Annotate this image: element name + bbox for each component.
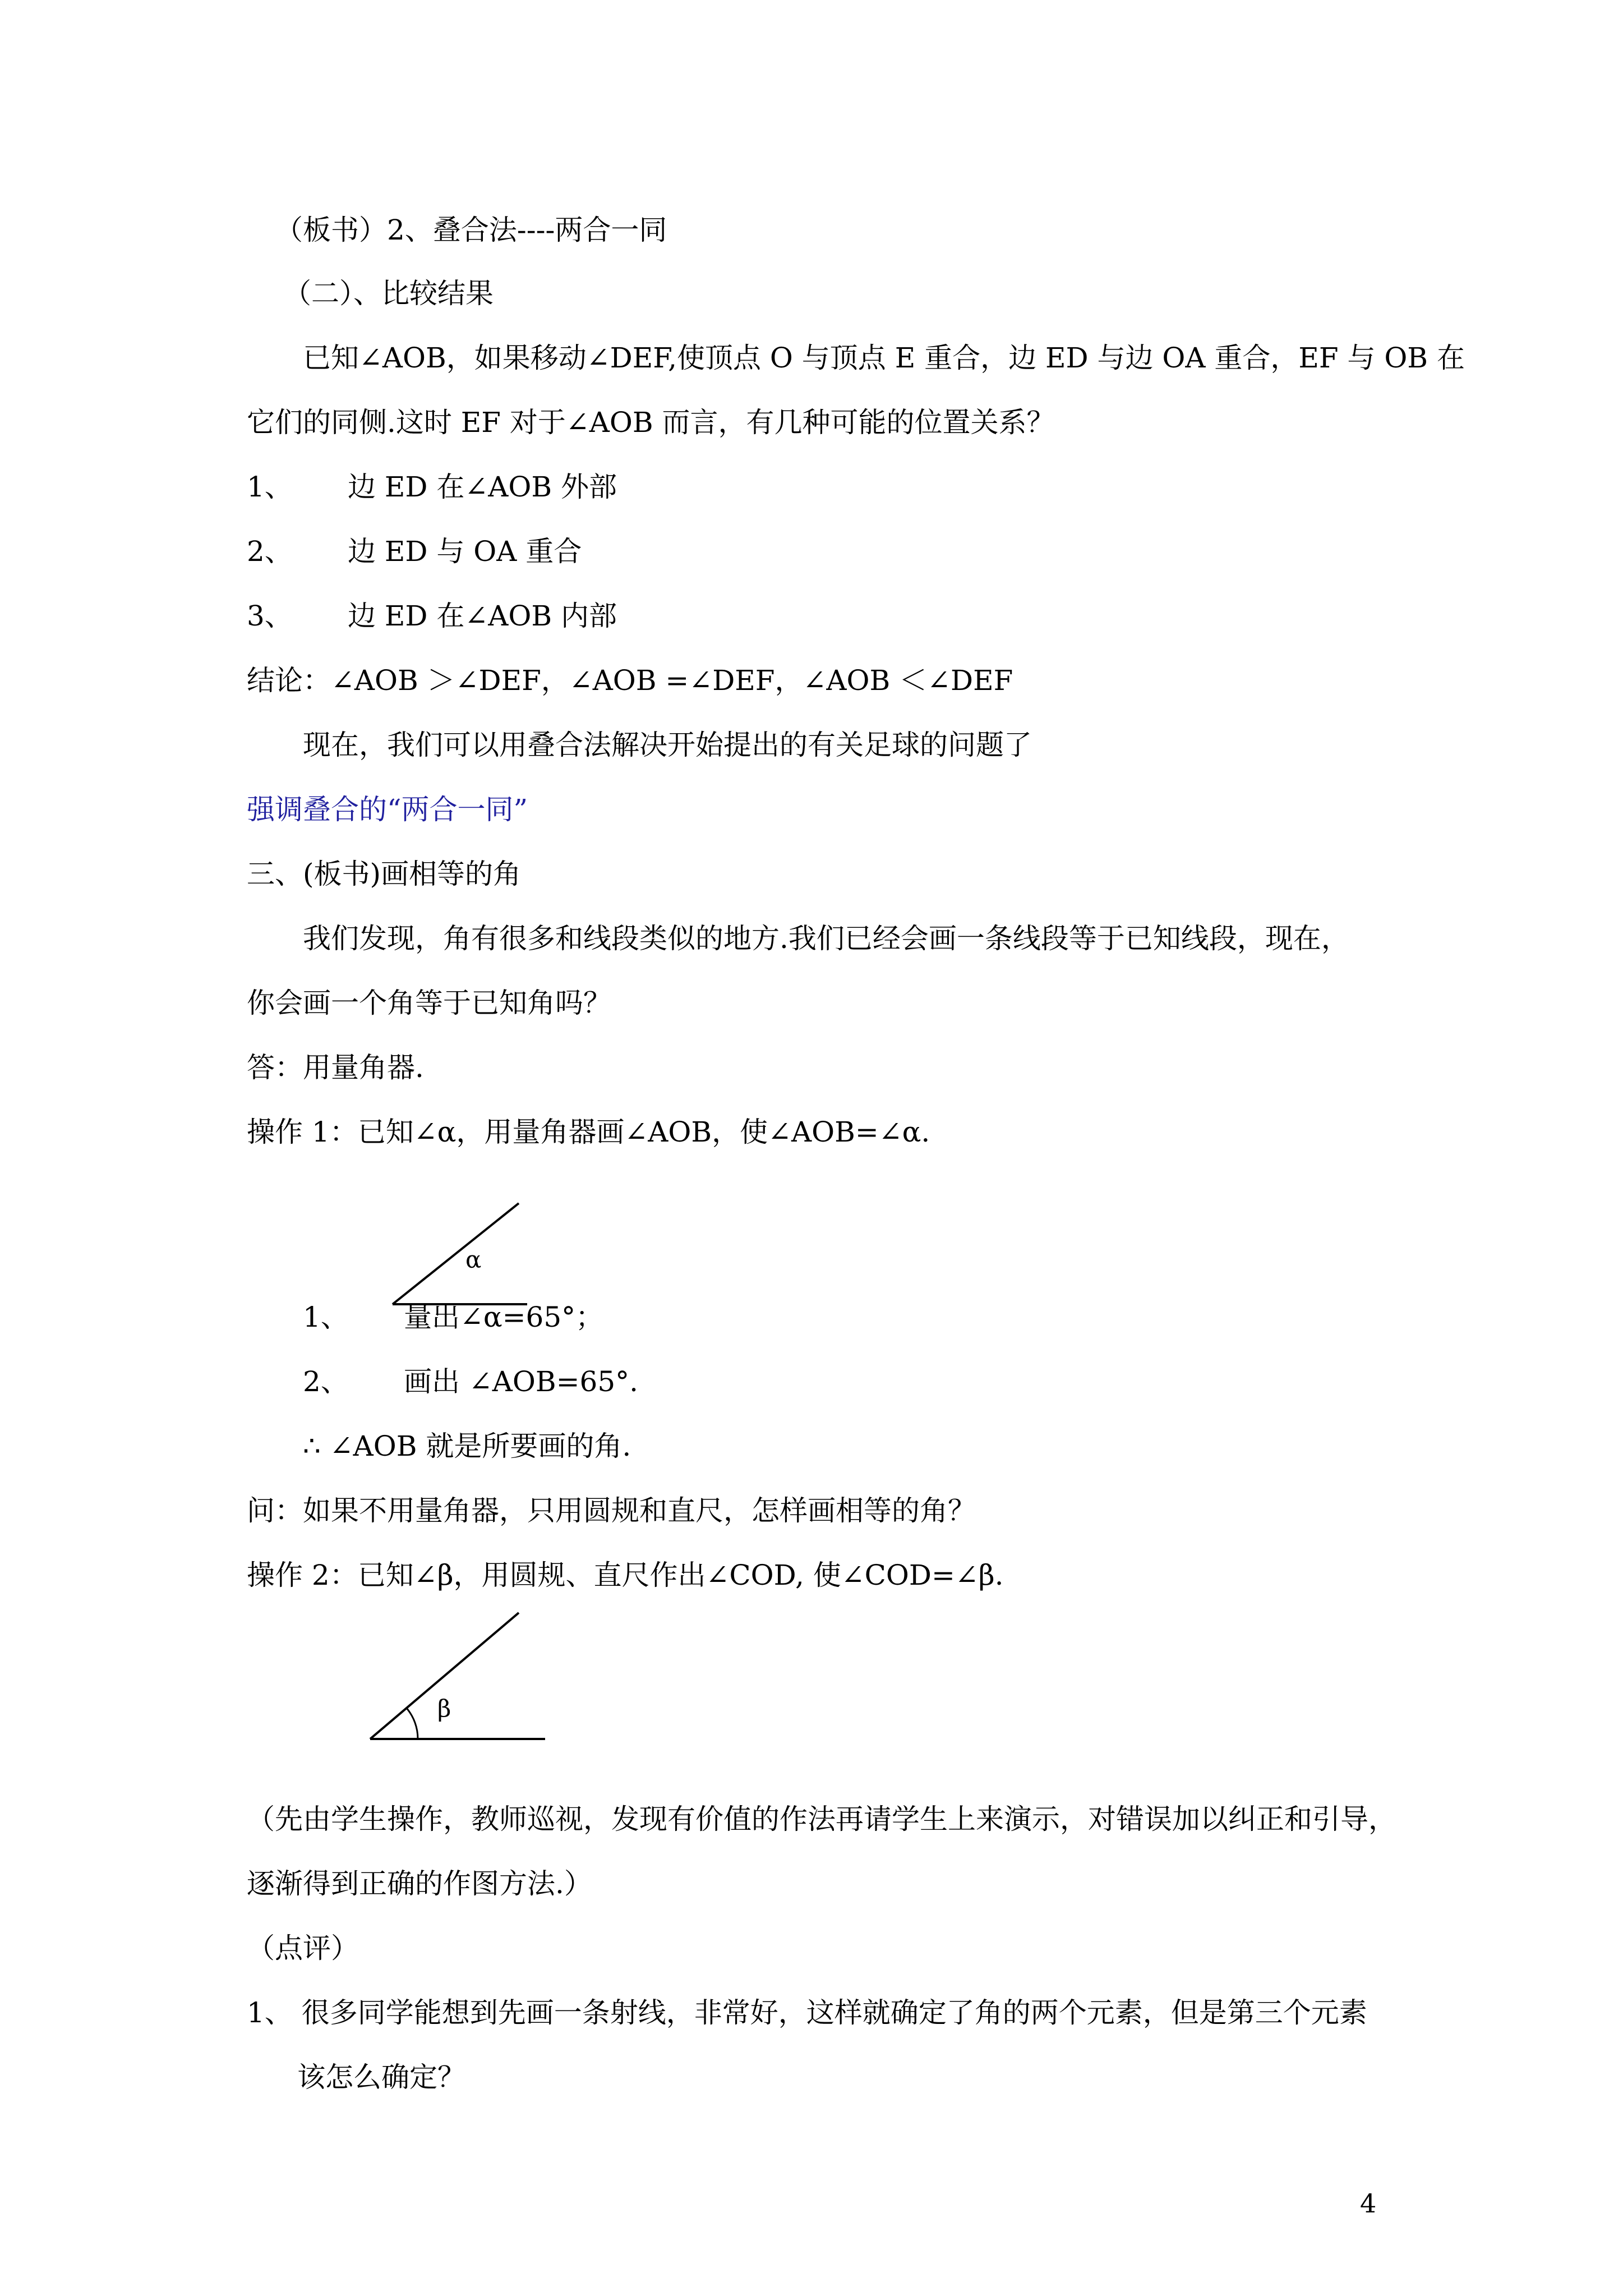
list-item [247, 599, 617, 633]
emphasis-note: 强调叠合的“两合一同” [247, 793, 528, 826]
paragraph-line: 你会画一个角等于已知角吗？ [247, 987, 611, 1019]
question: 问：如果不用量角器，只用圆规和直尺，怎样画相等的角？ [247, 1494, 976, 1527]
paragraph-line: （先由学生操作，教师巡视，发现有价值的作法再请学生上来演示，对错误加以纠正和引导， [247, 1803, 1396, 1835]
list-number: 3、 [247, 600, 293, 632]
list-text: 边 ED 在∠AOB 内部 [348, 600, 617, 632]
page-number: 4 [1360, 2188, 1377, 2219]
list-text: 边 ED 与 OA 重合 [348, 535, 582, 568]
list-number: 1、 [247, 471, 293, 503]
paragraph-line: 该怎么确定？ [297, 2061, 465, 2093]
answer: 答：用量角器. [247, 1051, 424, 1084]
list-item [303, 1365, 638, 1398]
list-item [247, 470, 617, 504]
list-number: 2、 [247, 535, 293, 568]
angle-arc [407, 1708, 418, 1739]
paragraph-line: 现在，我们可以用叠合法解决开始提出的有关足球的问题了 [303, 729, 1032, 761]
paragraph-line: 逐渐得到正确的作图方法.） [247, 1867, 592, 1900]
ray [393, 1203, 519, 1304]
list-number: 1、 [303, 1301, 349, 1333]
paragraph-line: 1、 很多同学能想到先画一条射线，非常好，这样就确定了角的两个元素，但是第三个元素 [247, 1996, 1367, 2029]
conclusion: 结论：∠AOB ＞∠DEF，∠AOB =∠DEF，∠AOB ＜∠DEF [247, 664, 1013, 697]
board-heading-overlap: （板书）2、叠合法----两合一同 [275, 214, 667, 246]
list-item [247, 535, 582, 568]
paragraph-line: 已知∠AOB，如果移动∠DEF,使顶点 O 与顶点 E 重合，边 ED 与边 OA 重合，EF 与 OB 在 [303, 342, 1465, 374]
beta-label: β [437, 1695, 451, 1722]
section-heading: 三、(板书)画相等的角 [247, 858, 522, 890]
alpha-label: α [465, 1246, 482, 1273]
comment-heading: （点评） [247, 1932, 359, 1964]
paragraph-line: 我们发现，角有很多和线段类似的地方.我们已经会画一条线段等于已知线段，现在， [303, 922, 1349, 955]
operation-2: 操作 2：已知∠β，用圆规、直尺作出∠COD, 使∠COD=∠β. [247, 1559, 1004, 1591]
angle-beta-figure [365, 1607, 589, 1753]
list-number: 2、 [303, 1365, 349, 1398]
list-item [303, 1300, 603, 1334]
operation-1: 操作 1：已知∠α，用量角器画∠AOB，使∠AOB=∠α. [247, 1116, 930, 1148]
paragraph-line: 它们的同侧.这时 EF 对于∠AOB 而言，有几种可能的位置关系？ [247, 406, 1055, 439]
list-text: 边 ED 在∠AOB 外部 [348, 471, 617, 503]
therefore-line: ∴ ∠AOB 就是所要画的角. [303, 1430, 631, 1462]
section-compare-results: （二）、比较结果 [283, 277, 494, 310]
list-text: 画出 ∠AOB=65°. [404, 1365, 639, 1398]
list-text: 量出∠α=65°； [404, 1301, 604, 1333]
